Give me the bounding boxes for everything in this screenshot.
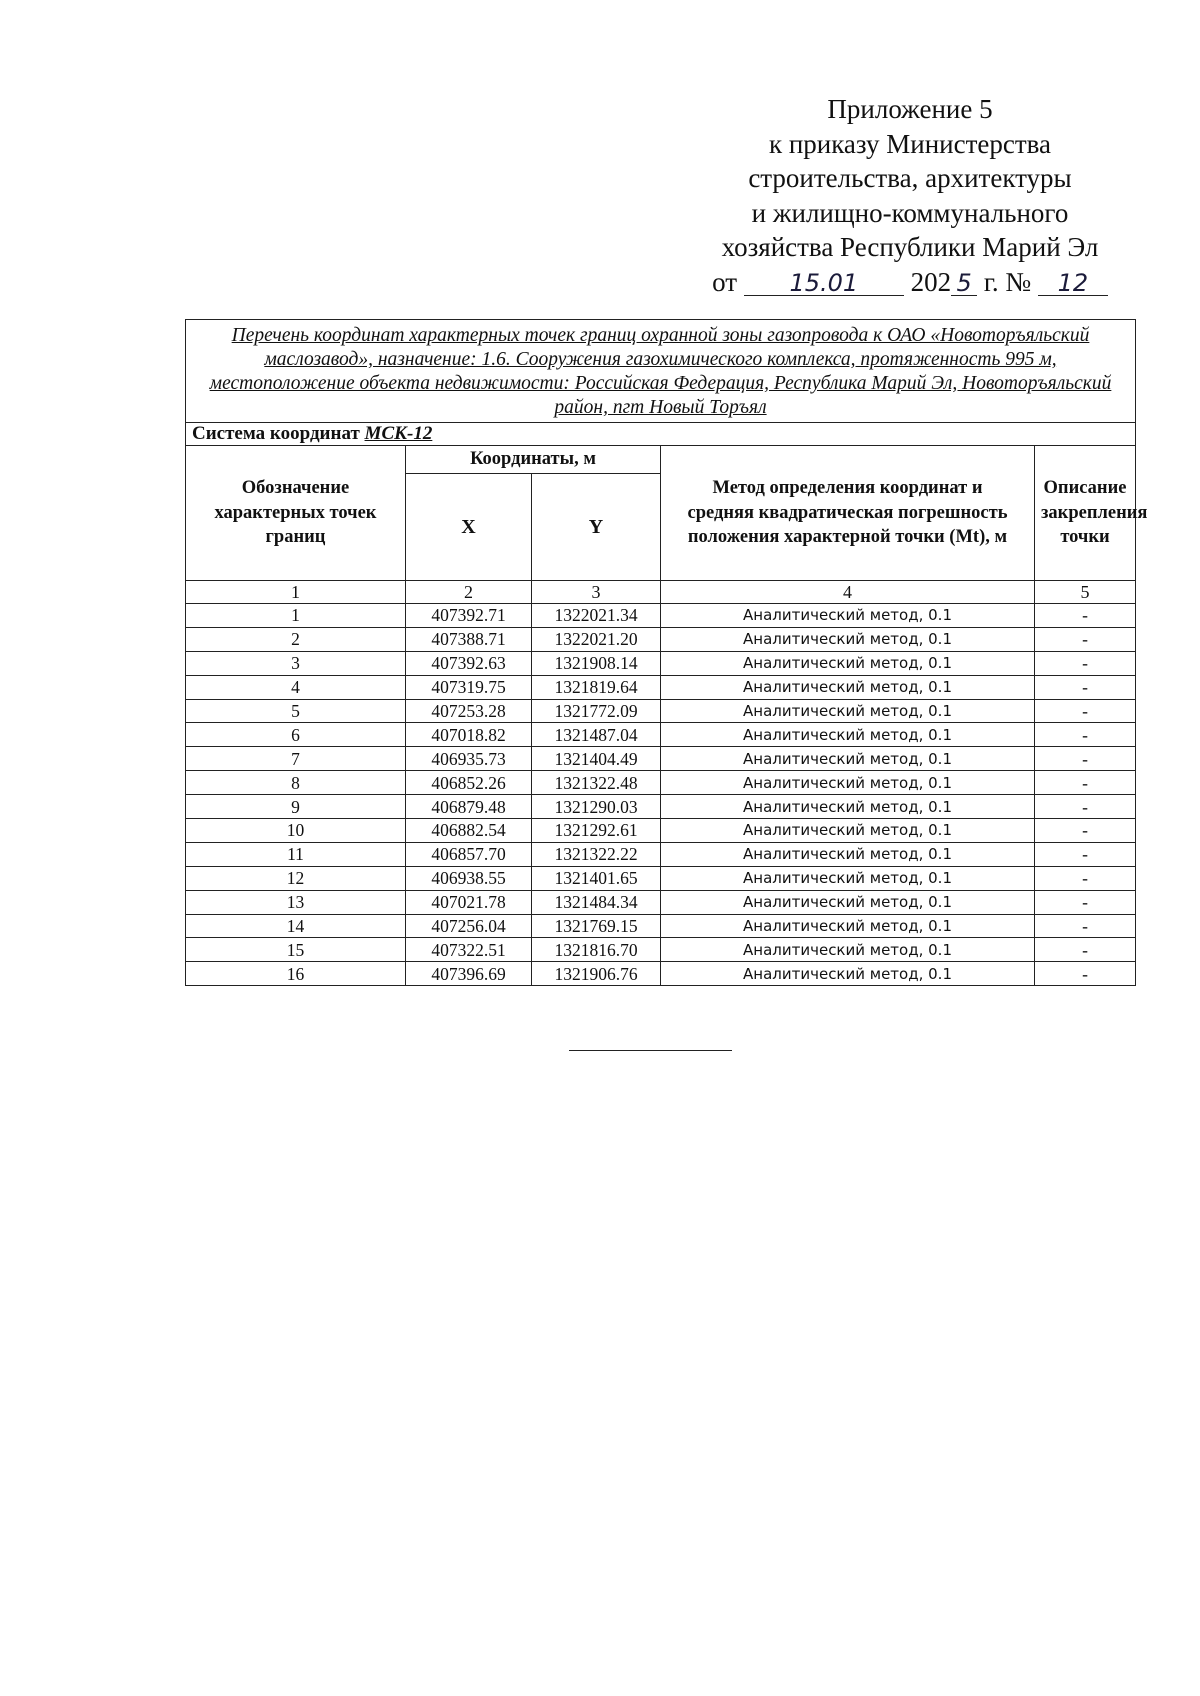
cell-point: 2 [186, 627, 406, 651]
cell-method: Аналитический метод, 0.1 [661, 842, 1035, 866]
table-row [186, 771, 1136, 795]
table-row [186, 842, 1136, 866]
cell-method: Аналитический метод, 0.1 [661, 938, 1035, 962]
table-row [186, 723, 1136, 747]
cell-method: Аналитический метод, 0.1 [661, 795, 1035, 819]
table-row [186, 747, 1136, 771]
cell-y: 1321487.04 [532, 723, 661, 747]
cell-description: - [1035, 914, 1136, 938]
cell-x: 407253.28 [406, 699, 532, 723]
coordinate-system-value: МСК-12 [364, 423, 433, 444]
table-row [186, 890, 1136, 914]
coordinate-system [186, 423, 1136, 446]
column-number-row [186, 581, 1136, 604]
number-label: г. № [983, 266, 1032, 297]
cell-method: Аналитический метод, 0.1 [661, 627, 1035, 651]
cell-description: - [1035, 938, 1136, 962]
handwritten-year-digit: 5 [951, 271, 977, 296]
cell-y: 1321404.49 [532, 747, 661, 771]
cell-y: 1321769.15 [532, 914, 661, 938]
handwritten-order-number: 12 [1038, 271, 1108, 296]
cell-y: 1321484.34 [532, 890, 661, 914]
cell-description: - [1035, 771, 1136, 795]
cell-description: - [1035, 675, 1136, 699]
column-number: 3 [532, 581, 661, 604]
header-line: к приказу Министерства [768, 128, 1052, 159]
cell-point: 14 [186, 914, 406, 938]
cell-method: Аналитический метод, 0.1 [661, 890, 1035, 914]
cell-y: 1322021.20 [532, 627, 661, 651]
column-number: 1 [186, 581, 406, 604]
cell-description: - [1035, 699, 1136, 723]
order-date-line [690, 265, 1130, 300]
cell-x: 406879.48 [406, 795, 532, 819]
header-description: Описание закрепления точки [1035, 446, 1136, 581]
cell-description: - [1035, 795, 1136, 819]
cell-x: 406938.55 [406, 866, 532, 890]
table-row [186, 914, 1136, 938]
cell-point: 4 [186, 675, 406, 699]
cell-description: - [1035, 723, 1136, 747]
date-prefix: от [712, 266, 738, 297]
cell-y: 1321819.64 [532, 675, 661, 699]
cell-y: 1321322.22 [532, 842, 661, 866]
table-row [186, 675, 1136, 699]
header-line: и жилищно-коммунального [751, 197, 1069, 228]
year-prefix: 202 [910, 266, 952, 297]
table-title: Перечень координат характерных точек границ охранной зоны газопровода к ОАО «Новоторъяльский маслозавод», назначение: 1.6. Сооружения газохимического комплекса, протяженность 995 м, местоположение объекта недвижимости: Российская Федерация, Республика Марий Эл, Новоторъяльский район, пгт Новый Торъял [186, 320, 1136, 423]
cell-method: Аналитический метод, 0.1 [661, 819, 1035, 843]
cell-x: 407256.04 [406, 914, 532, 938]
header-y: Y [532, 474, 661, 581]
cell-x: 406882.54 [406, 819, 532, 843]
header-line: хозяйства Республики Марий Эл [721, 232, 1099, 262]
cell-x: 407319.75 [406, 675, 532, 699]
coordinate-system-label: Система координат [192, 423, 360, 444]
cell-x: 407392.71 [406, 604, 532, 628]
cell-description: - [1035, 604, 1136, 628]
cell-method: Аналитический метод, 0.1 [661, 651, 1035, 675]
cell-point: 12 [186, 866, 406, 890]
cell-y: 1321772.09 [532, 699, 661, 723]
cell-method: Аналитический метод, 0.1 [661, 604, 1035, 628]
cell-method: Аналитический метод, 0.1 [661, 747, 1035, 771]
cell-x: 407388.71 [406, 627, 532, 651]
cell-point: 7 [186, 747, 406, 771]
table-row [186, 604, 1136, 628]
cell-description: - [1035, 747, 1136, 771]
table-row [186, 962, 1136, 986]
cell-x: 406857.70 [406, 842, 532, 866]
header-x: X [406, 474, 532, 581]
column-number: 4 [661, 581, 1035, 604]
cell-point: 8 [186, 771, 406, 795]
table-row [186, 627, 1136, 651]
header-line: Приложение 5 [827, 94, 993, 124]
cell-method: Аналитический метод, 0.1 [661, 723, 1035, 747]
cell-x: 406935.73 [406, 747, 532, 771]
cell-method: Аналитический метод, 0.1 [661, 675, 1035, 699]
cell-description: - [1035, 819, 1136, 843]
table-row [186, 651, 1136, 675]
column-number: 5 [1035, 581, 1136, 604]
cell-description: - [1035, 842, 1136, 866]
cell-point: 3 [186, 651, 406, 675]
closing-rule [569, 1050, 732, 1051]
table-row [186, 938, 1136, 962]
cell-point: 15 [186, 938, 406, 962]
cell-y: 1321816.70 [532, 938, 661, 962]
cell-x: 407021.78 [406, 890, 532, 914]
table-row [186, 866, 1136, 890]
cell-method: Аналитический метод, 0.1 [661, 771, 1035, 795]
cell-y: 1322021.34 [532, 604, 661, 628]
cell-y: 1321906.76 [532, 962, 661, 986]
cell-method: Аналитический метод, 0.1 [661, 866, 1035, 890]
cell-description: - [1035, 651, 1136, 675]
appendix-header [690, 92, 1130, 299]
header-point-designation: Обозначение характерных точек границ [186, 446, 406, 581]
table-row [186, 795, 1136, 819]
cell-description: - [1035, 866, 1136, 890]
header-method: Метод определения координат и средняя квадратическая погрешность положения характерной точки (Mt), м [661, 446, 1035, 581]
cell-x: 406852.26 [406, 771, 532, 795]
cell-point: 6 [186, 723, 406, 747]
cell-x: 407392.63 [406, 651, 532, 675]
cell-point: 9 [186, 795, 406, 819]
header-coordinates: Координаты, м [406, 446, 661, 474]
cell-description: - [1035, 627, 1136, 651]
column-number: 2 [406, 581, 532, 604]
cell-point: 16 [186, 962, 406, 986]
cell-point: 1 [186, 604, 406, 628]
cell-point: 10 [186, 819, 406, 843]
coordinates-table [185, 319, 1148, 986]
cell-description: - [1035, 890, 1136, 914]
cell-y: 1321292.61 [532, 819, 661, 843]
header-line: строительства, архитектуры [748, 163, 1072, 193]
cell-y: 1321322.48 [532, 771, 661, 795]
cell-method: Аналитический метод, 0.1 [661, 962, 1035, 986]
handwritten-date: 15.01 [744, 271, 904, 296]
cell-y: 1321290.03 [532, 795, 661, 819]
cell-x: 407322.51 [406, 938, 532, 962]
cell-y: 1321908.14 [532, 651, 661, 675]
cell-point: 11 [186, 842, 406, 866]
cell-x: 407018.82 [406, 723, 532, 747]
cell-description: - [1035, 962, 1136, 986]
cell-x: 407396.69 [406, 962, 532, 986]
cell-method: Аналитический метод, 0.1 [661, 699, 1035, 723]
cell-point: 5 [186, 699, 406, 723]
table-row [186, 819, 1136, 843]
cell-method: Аналитический метод, 0.1 [661, 914, 1035, 938]
table-row [186, 699, 1136, 723]
cell-point: 13 [186, 890, 406, 914]
cell-y: 1321401.65 [532, 866, 661, 890]
